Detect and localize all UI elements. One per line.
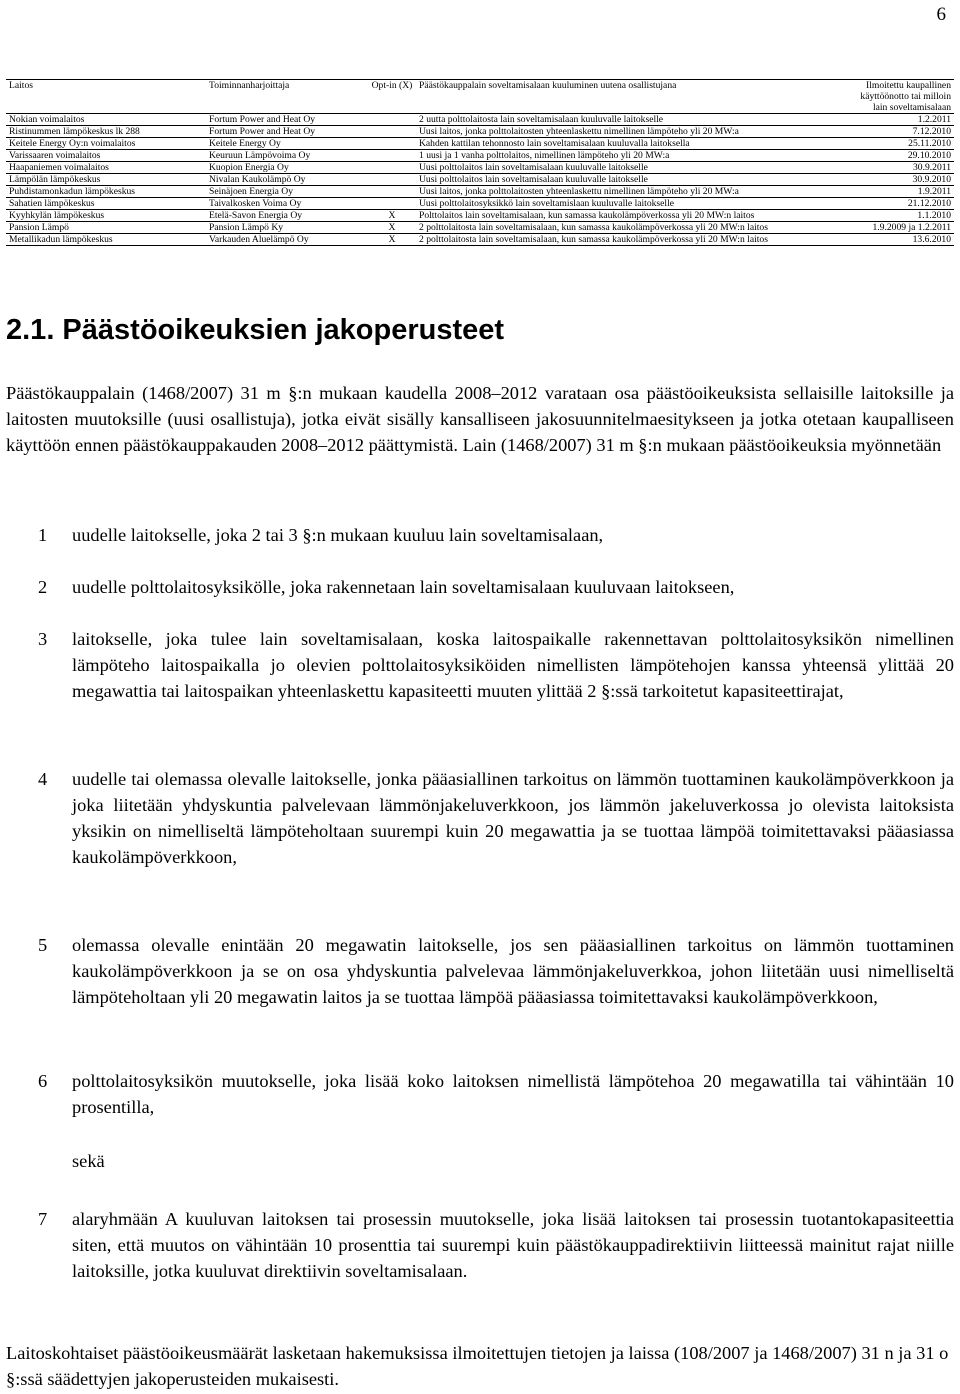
cell-scope: Uusi polttolaitos lain soveltamisalaan kuuluvalle laitokselle (416, 174, 846, 186)
cell-operator: Nivalan Kaukolämpö Oy (206, 174, 368, 186)
cell-laitos: Pansion Lämpö (6, 222, 206, 234)
cell-scope: Uusi polttolaitos lain soveltamisalaan kuuluvalle laitokselle (416, 162, 846, 174)
closing-paragraph (6, 1340, 954, 1392)
cell-opt-in (368, 150, 416, 162)
cell-laitos: Varissaaren voimalaitos (6, 150, 206, 162)
criteria-number: 1 (38, 525, 48, 545)
cell-date: 1.2.2011 (846, 114, 954, 126)
table-row (6, 126, 954, 138)
cell-date: 7.12.2010 (846, 126, 954, 138)
header-opt-in: Opt-in (X) (368, 80, 416, 114)
criteria-number: 6 (38, 1071, 48, 1091)
criteria-number: 2 (38, 577, 48, 597)
criteria-text: laitokselle, joka tulee lain soveltamisalaan, koska laitospaikalle rakennettavan polttolaitosyksikön nimellinen lämpöteho laitospaikalla jo olevien polttolaitosyksiköiden nimellisten lämpötehojen kanssa yhteensä ylittää 20 megawattia tai laitospaikan yhteenlaskettu kapasiteetti muuten ylittää 2 §:ssä tarkoitetut kapasiteettirajat, (72, 629, 954, 701)
table-header-row (6, 80, 954, 114)
table-row (6, 114, 954, 126)
table-row (6, 198, 954, 210)
criteria-text: uudelle tai olemassa olevalle laitokselle, jonka pääasiallinen tarkoitus on lämmön tuottaminen kaukolämpöverkkoon ja joka liitetään yhdyskuntia palvelevaan lämmönjakeluverkkoon, jos lämmön jakeluverkossa jo olevista laitoksista yksikin on nimelliseltä lämpöteholtaan suurempi kuin 20 megawattia ja se tuottaa lämpöä toimitettavaksi pääasiassa kaukolämpöverkkoon, (72, 769, 954, 867)
cell-laitos: Haapaniemen voimalaitos (6, 162, 206, 174)
cell-operator: Pansion Lämpö Ky (206, 222, 368, 234)
criteria-text: uudelle laitokselle, joka 2 tai 3 §:n mukaan kuuluu lain soveltamisalaan, (72, 525, 604, 545)
closing-text: Laitoskohtaiset päästöoikeusmäärät lasketaan hakemuksissa ilmoitettujen tietojen ja laissa (108/2007 ja 1468/2007) 31 n ja 31 o §:ssä säädettyjen jakoperusteiden mukaisesti. (6, 1343, 949, 1389)
criteria-number: 7 (38, 1209, 48, 1229)
criteria-number: 5 (38, 935, 48, 955)
cell-date: 1.9.2011 (846, 186, 954, 198)
cell-date: 30.9.2010 (846, 174, 954, 186)
cell-scope: 2 polttolaitosta lain soveltamisalaan, kun samassa kaukolämpöverkossa yli 20 MW:n laitos (416, 222, 846, 234)
table-row (6, 150, 954, 162)
criteria-text: polttolaitosyksikön muutokselle, joka lisää koko laitoksen nimellistä lämpötehoa 20 megawatilla tai vähintään 10 prosentilla, (72, 1071, 954, 1117)
table-row (6, 138, 954, 150)
header-operator: Toiminnanharjoittaja (206, 80, 368, 114)
cell-date: 1.1.2010 (846, 210, 954, 222)
criteria-number: 4 (38, 769, 48, 789)
criteria-text: sekä (72, 1151, 105, 1171)
cell-operator: Etelä-Savon Energia Oy (206, 210, 368, 222)
cell-opt-in (368, 126, 416, 138)
table-row (6, 210, 954, 222)
cell-date: 1.9.2009 ja 1.2.2011 (846, 222, 954, 234)
criteria-text: uudelle polttolaitosyksikölle, joka rakennetaan lain soveltamisalaan kuuluvaan laitokseen, (72, 577, 735, 597)
cell-opt-in (368, 186, 416, 198)
criteria-item (6, 1148, 954, 1174)
page-number: 6 (936, 4, 946, 25)
cell-opt-in: X (368, 210, 416, 222)
cell-operator: Fortum Power and Heat Oy (206, 126, 368, 138)
criteria-item (6, 522, 954, 548)
cell-scope: Uusi laitos, jonka polttolaitosten yhteenlaskettu nimellinen lämpöteho yli 20 MW:a (416, 186, 846, 198)
cell-scope: Uusi polttolaitosyksikkö lain soveltamislaan kuuluvalle laitokselle (416, 198, 846, 210)
cell-opt-in (368, 138, 416, 150)
table-row (6, 174, 954, 186)
cell-opt-in (368, 198, 416, 210)
table-row (6, 162, 954, 174)
cell-laitos: Puhdistamonkadun lämpökeskus (6, 186, 206, 198)
cell-scope: 2 uutta polttolaitosta lain soveltamisalaan kuuluvalle laitokselle (416, 114, 846, 126)
new-entrants-table (6, 79, 954, 246)
cell-scope: Polttolaitos lain soveltamisalaan, kun samassa kaukolämpöverkossa yli 20 MW:n laitos (416, 210, 846, 222)
cell-opt-in (368, 174, 416, 186)
cell-operator: Fortum Power and Heat Oy (206, 114, 368, 126)
cell-date: 29.10.2010 (846, 150, 954, 162)
header-reported: Ilmoitettu kaupallinen käyttöönotto tai milloin lain soveltamisalaan (846, 80, 954, 114)
cell-scope: 2 polttolaitosta lain soveltamisalaan, kun samassa kaukolämpöverkossa yli 20 MW:n laitos (416, 234, 846, 246)
cell-operator: Kuopion Energia Oy (206, 162, 368, 174)
criteria-number: 3 (38, 629, 48, 649)
cell-operator: Taivalkosken Voima Oy (206, 198, 368, 210)
cell-laitos: Kyyhkylän lämpökeskus (6, 210, 206, 222)
cell-operator: Varkauden Aluelämpö Oy (206, 234, 368, 246)
criteria-item (6, 574, 954, 600)
criteria-item (6, 1068, 954, 1120)
table-row (6, 222, 954, 234)
table-row (6, 234, 954, 246)
cell-laitos: Lämpölän lämpökeskus (6, 174, 206, 186)
cell-laitos: Metallikadun lämpökeskus (6, 234, 206, 246)
cell-laitos: Keitele Energy Oy:n voimalaitos (6, 138, 206, 150)
cell-operator: Keuruun Lämpövoima Oy (206, 150, 368, 162)
header-laitos: Laitos (6, 80, 206, 114)
cell-scope: 1 uusi ja 1 vanha polttolaitos, nimellinen lämpöteho yli 20 MW:a (416, 150, 846, 162)
intro-paragraph (6, 380, 954, 458)
cell-opt-in: X (368, 234, 416, 246)
cell-date: 13.6.2010 (846, 234, 954, 246)
cell-opt-in (368, 162, 416, 174)
cell-operator: Seinäjoen Energia Oy (206, 186, 368, 198)
cell-date: 25.11.2010 (846, 138, 954, 150)
criteria-item (6, 766, 954, 870)
criteria-item (6, 1206, 954, 1284)
table-row (6, 186, 954, 198)
cell-scope: Uusi laitos, jonka polttolaitosten yhteenlaskettu nimellinen lämpöteho yli 20 MW:a (416, 126, 846, 138)
cell-opt-in: X (368, 222, 416, 234)
cell-date: 30.9.2011 (846, 162, 954, 174)
section-heading: 2.1. Päästöoikeuksien jakoperusteet (6, 314, 505, 346)
cell-date: 21.12.2010 (846, 198, 954, 210)
cell-laitos: Ristinummen lämpökeskus lk 288 (6, 126, 206, 138)
header-scope: Päästökauppalain soveltamisalaan kuuluminen uutena osallistujana (416, 80, 846, 114)
cell-operator: Keitele Energy Oy (206, 138, 368, 150)
criteria-text: olemassa olevalle enintään 20 megawatin laitokselle, jos sen pääasiallinen tarkoitus on lämmön tuottaminen kaukolämpöverkkoon ja se on osa yhdyskuntia palvelevaa lämmönjakeluverkkoa, johon liitetään uusi nimelliseltä lämpöteholtaan yli 20 megawatin laitos ja se tuottaa lämpöä pääasiassa toimitettavaksi kaukolämpöverkkoon, (72, 935, 954, 1007)
criteria-item (6, 626, 954, 704)
cell-laitos: Nokian voimalaitos (6, 114, 206, 126)
criteria-item (6, 932, 954, 1010)
cell-opt-in (368, 114, 416, 126)
intro-text: Päästökauppalain (1468/2007) 31 m §:n mukaan kaudella 2008–2012 varataan osa päästöoikeuksista sellaisille laitoksille ja laitosten muutoksille (uusi osallistuja), jotka eivät sisälly kansalliseen jakosuunnitelmaesitykseen ja jotka otetaan kaupalliseen käyttöön ennen päästökauppakauden 2008–2012 päättymistä. Lain (1468/2007) 31 m §:n mukaan päästöoikeuksia myönnetään (6, 383, 954, 455)
cell-scope: Kahden kattilan tehonnosto lain soveltamisalaan kuuluvalla laitoksella (416, 138, 846, 150)
criteria-text: alaryhmään A kuuluvan laitoksen tai prosessin muutokselle, joka lisää laitoksen tai prosessin tuotantokapasiteettia siten, että muutos on vähintään 10 prosenttia tai suurempi kuin päästökauppadirektiivin liitteessä mainitut rajat niille laitoksille, jotka kuuluvat direktiivin soveltamisalaan. (72, 1209, 954, 1281)
cell-laitos: Sahatien lämpökeskus (6, 198, 206, 210)
